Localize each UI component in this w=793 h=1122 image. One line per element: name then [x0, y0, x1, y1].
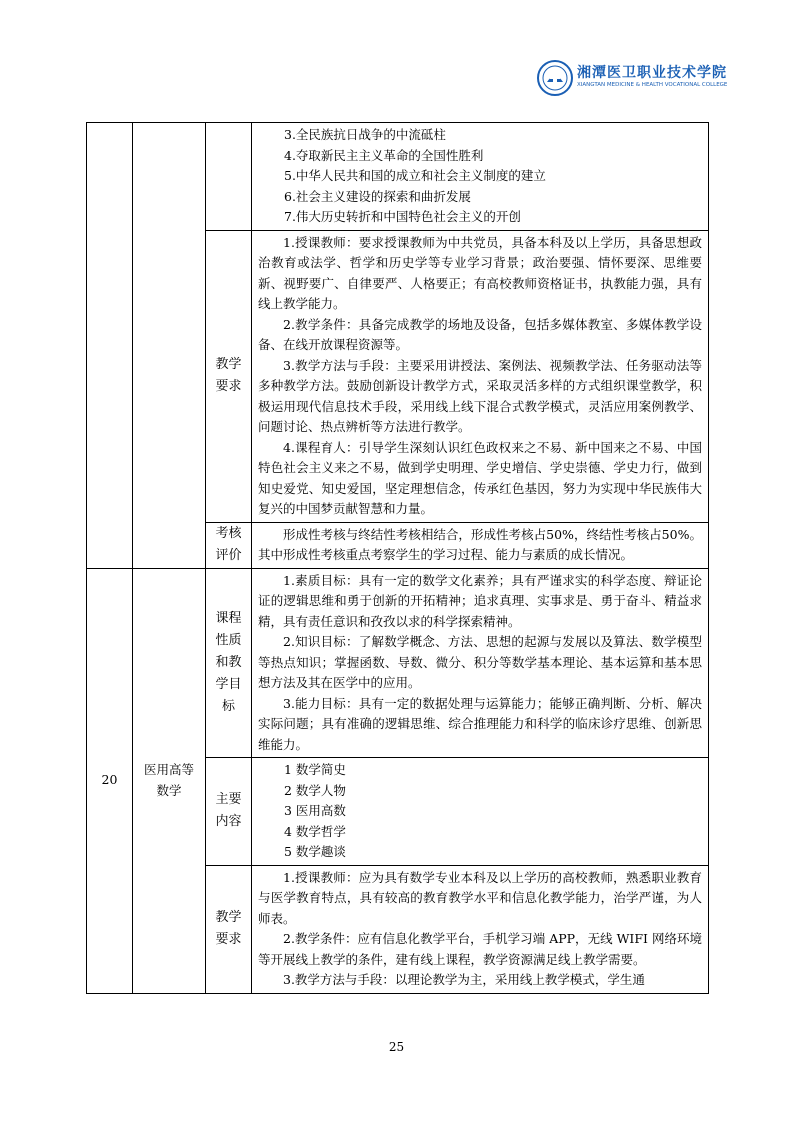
course-goal-label: 课程性质和教学目标: [206, 568, 252, 758]
list-item: 7.伟大历史转折和中国特色社会主义的开创: [284, 209, 521, 224]
assessment-label: 考核评价: [206, 522, 252, 568]
page-number: 25: [388, 1040, 405, 1054]
list-item: 4.夺取新民主主义革命的全国性胜利: [284, 147, 484, 163]
list-item: 1 数学简史: [284, 762, 346, 777]
course-goal-cell: [252, 568, 709, 758]
teaching-requirement-cell: [252, 230, 709, 522]
content-list-cell: [252, 123, 709, 231]
college-name-cn: 湘潭医卫职业技术学院: [577, 65, 727, 81]
teaching-requirement-label: 教学要求: [206, 865, 252, 993]
list-item: 5 数学趣谈: [284, 844, 346, 859]
course-name-cell: [133, 568, 206, 993]
college-name-en: XIANGTAN MEDICINE & HEALTH VOCATIONAL COLLEGE: [577, 82, 728, 88]
course-name: 医用高等数学: [143, 762, 194, 798]
list-item: 3.全民族抗日战争的中流砥柱: [284, 127, 446, 142]
goal-paragraph: 1.素质目标：具有一定的数学文化素养；具有严谨求实的科学态度、辩证论证的逻辑思维和勇于创新的开拓精神；追求真理、实事求是、勇于奋斗、精益求精，具有责任意识和孜孜以求的科学探索精神。: [258, 572, 702, 629]
college-emblem-icon: [537, 60, 573, 96]
list-item: 2 数学人物: [284, 782, 346, 798]
main-content-cell: [252, 758, 709, 866]
course-no-cell: [87, 123, 133, 569]
assessment-paragraph: 形成性考核与终结性考核相结合，形成性考核占50%，终结性考核占50%。其中形成性考核重点考察学生的学习过程、能力与素质的成长情况。: [258, 526, 702, 562]
content-label-cell: [206, 123, 252, 231]
list-item: 6.社会主义建设的探索和曲折发展: [284, 188, 471, 204]
table-row: [87, 123, 709, 231]
requirement-paragraph: 1.授课教师：要求授课教师为中共党员，具备本科及以上学历，具备思想政治教育或法学、哲学和历史学等专业学习背景；政治要强、情怀要深、思维要新、视野要广、自律要严、人格要正；有高校教师资格证书，执教能力强，具有线上教学能力。: [258, 234, 702, 311]
assessment-cell: [252, 522, 709, 568]
requirement-paragraph: 3.教学方法与手段：主要采用讲授法、案例法、视频教学法、任务驱动法等多种教学方法。鼓励创新设计教学方式，采取灵活多样的方式组织课堂教学，积极运用现代信息技术手段，采用线上线下混合式教学模式，灵活应用案例教学、问题讨论、热点辨析等方法进行教学。: [258, 357, 702, 434]
requirement-paragraph: 4.课程育人：引导学生深刻认识红色政权来之不易、新中国来之不易、中国特色社会主义来之不易，做到学史明理、学史增信、学史崇德、学史力行，做到知史爱党、知史爱国，坚定理想信念，传承红色基因，努力为实现中华民族伟大复兴的中国梦贡献智慧和力量。: [258, 439, 702, 516]
requirement-paragraph: 1.授课教师：应为具有数学专业本科及以上学历的高校教师，熟悉职业教育与医学教育特点，具有较高的教育教学水平和信息化教学能力，治学严谨，为人师表。: [258, 869, 702, 926]
course-table: [86, 122, 709, 994]
teaching-requirement-cell: [252, 865, 709, 993]
course-no-cell: 20: [87, 568, 133, 993]
list-item: 4 数学哲学: [284, 823, 346, 839]
requirement-paragraph: 2.教学条件：应有信息化教学平台，手机学习端 APP，无线 WIFI 网络环境等开展线上教学的条件，建有线上课程，教学资源满足线上教学需要。: [258, 931, 702, 967]
requirement-paragraph: 2.教学条件：具备完成教学的场地及设备，包括多媒体教室、多媒体教学设备、在线开放课程资源等。: [258, 316, 702, 352]
teaching-requirement-label: 教学要求: [206, 230, 252, 522]
table-row: [87, 568, 709, 758]
college-logo: [537, 60, 728, 100]
main-content-label: 主要内容: [206, 758, 252, 866]
goal-paragraph: 3.能力目标：具有一定的数据处理与运算能力；能够正确判断、分析、解决实际问题；具有准确的逻辑思维、综合推理能力和科学的临床诊疗思维、创新思维能力。: [258, 695, 702, 752]
course-name-cell: [133, 123, 206, 569]
list-item: 3 医用高数: [284, 803, 346, 818]
goal-paragraph: 2.知识目标：了解数学概念、方法、思想的起源与发展以及算法、数学模型等热点知识；掌握函数、导数、微分、积分等数学基本理论、基本运算和基本思想方法及其在医学中的应用。: [258, 634, 702, 690]
list-item: 5.中华人民共和国的成立和社会主义制度的建立: [284, 168, 546, 183]
requirement-paragraph: 3.教学方法与手段：以理论教学为主，采用线上教学模式，学生通: [283, 972, 645, 987]
